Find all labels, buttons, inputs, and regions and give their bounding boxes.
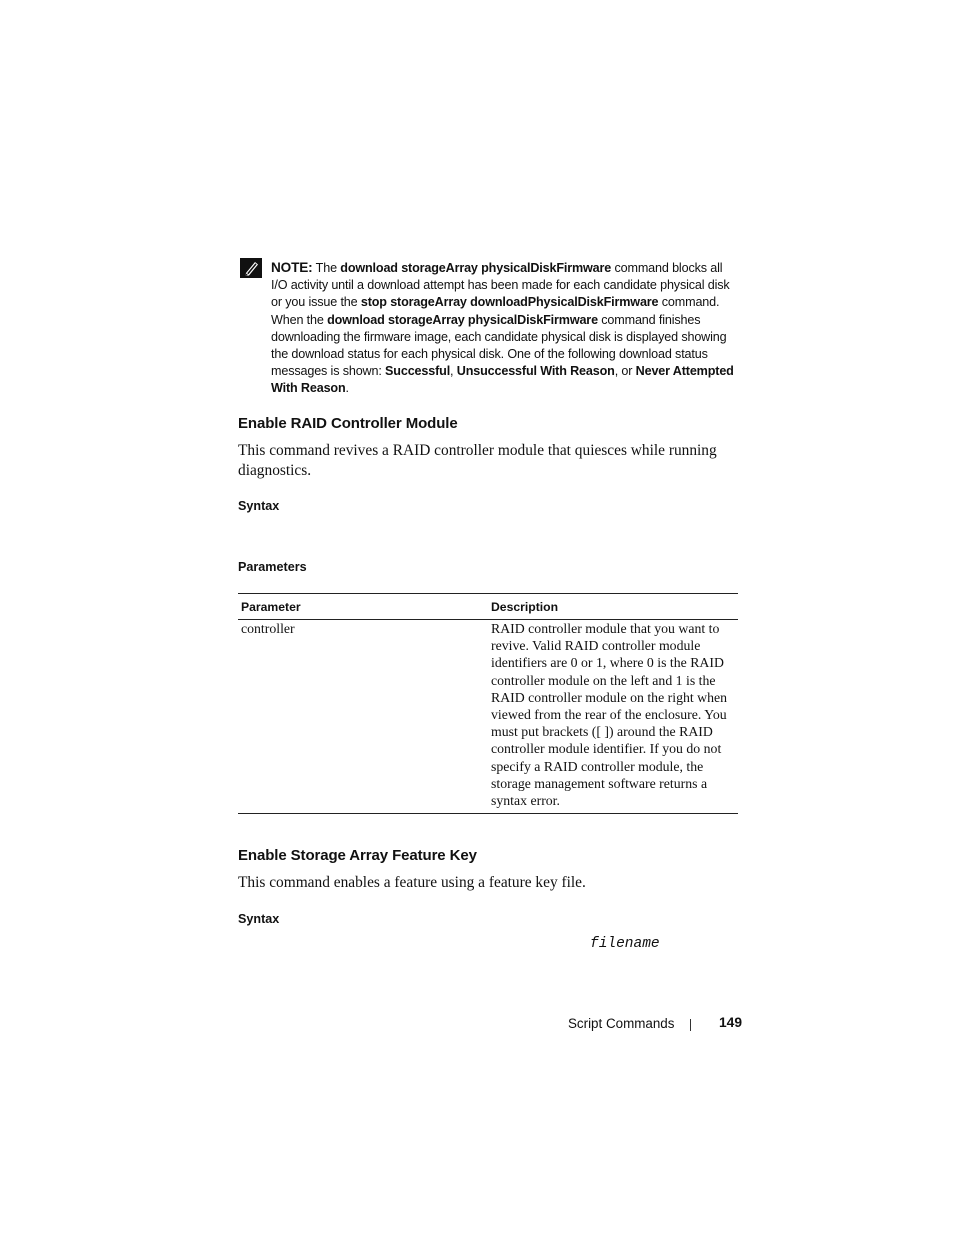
status-message: Unsuccessful With Reason <box>456 364 615 379</box>
note-text-part: The <box>312 261 341 275</box>
syntax-label: Syntax <box>238 499 280 513</box>
section-heading: Enable Storage Array Feature Key <box>238 847 477 864</box>
pencil-note-icon <box>240 258 262 278</box>
note-text <box>271 259 741 398</box>
syntax-label: Syntax <box>238 912 280 926</box>
parameters-table <box>238 593 738 814</box>
table-header-cell: Parameter <box>241 599 301 614</box>
syntax-code: filename <box>590 936 660 952</box>
note-text-part: command. When the <box>271 295 720 327</box>
table-header-cell: Description <box>491 599 559 614</box>
section-heading: Enable RAID Controller Module <box>238 415 458 432</box>
command-name: download storageArray physicalDiskFirmware <box>340 261 612 275</box>
parameter-description: RAID controller module that you want to revive. Valid RAID controller module identifiers are 0 or 1, where 0 is the RAID controller module on the left and 1 is the RAID controller module on the right when viewed from the rear of the enclosure. You must put brackets ([ ]) around the RAID controller module identifier. If you do not specify a RAID controller module, the storage management software returns a syntax error. <box>491 621 728 809</box>
section-description: This command enables a feature using a feature key file. <box>238 874 586 891</box>
note-label: NOTE: <box>271 260 313 275</box>
section-description: This command revives a RAID controller module that quiesces while running diagnostics. <box>238 442 717 479</box>
note-text-part: , or <box>614 364 636 379</box>
footer-section-title: Script Commands <box>568 1016 675 1031</box>
note-text-part: command blocks all I/O activity until a download attempt has been made for each candidate physical disk or you issue the <box>271 261 730 310</box>
footer-divider <box>690 1019 691 1031</box>
parameter-name: controller <box>241 621 295 636</box>
table-row <box>238 620 738 813</box>
note-text-part: command finishes downloading the firmware image, each candidate physical disk is displayed showing the download status for each physical disk. One of the following download status messages is shown: <box>271 312 727 379</box>
note-text-part: . <box>345 381 349 396</box>
page-number: 149 <box>719 1015 743 1030</box>
command-name: download storageArray physicalDiskFirmware <box>327 312 598 327</box>
parameters-label: Parameters <box>238 560 307 574</box>
status-message: Successful <box>385 364 451 379</box>
table-header-row <box>238 594 738 620</box>
note-text-part: , <box>450 364 457 379</box>
command-name: stop storageArray downloadPhysicalDiskFirmware <box>360 295 659 310</box>
status-message: Never Attempted With Reason <box>271 364 734 396</box>
